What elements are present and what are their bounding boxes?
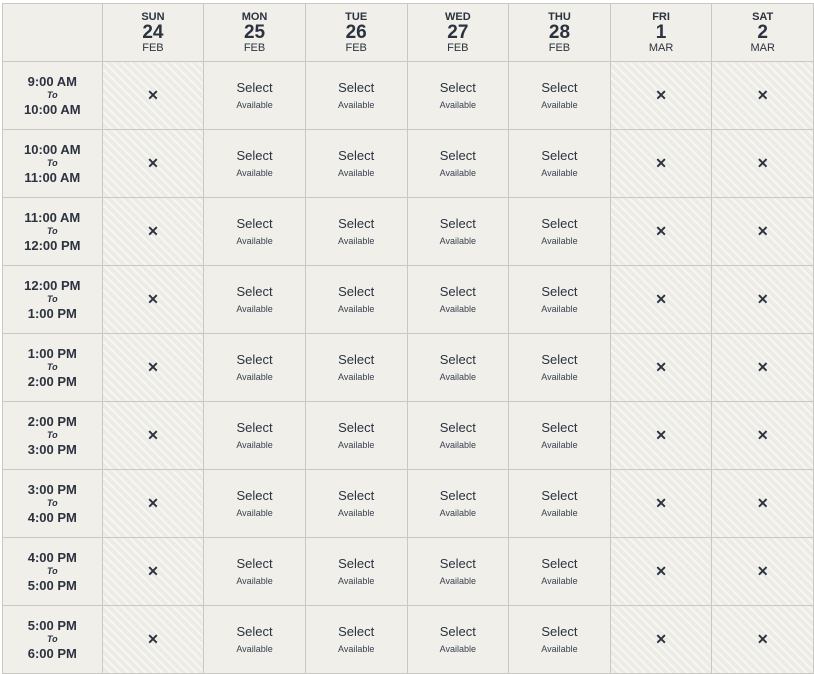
time-slot-row — [3, 606, 814, 674]
slot-select-button[interactable] — [305, 606, 407, 674]
slot-select-label: Select — [541, 487, 578, 503]
slot-status-label: Available — [541, 99, 578, 110]
time-start: 4:00 PM — [27, 550, 77, 565]
slot-select-button[interactable] — [509, 606, 611, 674]
day-name: TUE — [345, 10, 368, 23]
day-name: SAT — [752, 10, 774, 23]
time-range-cell — [3, 266, 103, 334]
slot-unavailable-cell — [102, 538, 204, 606]
day-header-6 — [712, 4, 814, 62]
slot-select-button[interactable] — [204, 470, 306, 538]
slot-unavailable-cell — [712, 62, 814, 130]
slot-unavailable-cell — [102, 606, 204, 674]
slot-unavailable-cell — [712, 130, 814, 198]
slot-status-label: Available — [541, 575, 578, 586]
day-month: FEB — [548, 41, 571, 54]
time-end: 3:00 PM — [27, 442, 77, 457]
slot-unavailable-cell — [712, 538, 814, 606]
slot-select-label: Select — [439, 351, 476, 367]
slot-unavailable-cell — [102, 470, 204, 538]
slot-unavailable-cell — [102, 402, 204, 470]
slot-select-label: Select — [439, 623, 476, 639]
day-month: FEB — [345, 41, 367, 54]
slot-select-button[interactable] — [509, 334, 611, 402]
slot-select-label: Select — [236, 555, 273, 571]
slot-select-button[interactable] — [204, 130, 306, 198]
day-name: WED — [444, 10, 471, 23]
time-to-label: To — [46, 634, 58, 644]
slot-select-label: Select — [338, 487, 375, 503]
slot-select-label: Select — [338, 351, 375, 367]
day-number: 2 — [757, 21, 768, 43]
day-number: 26 — [345, 21, 367, 43]
day-header-2 — [305, 4, 407, 62]
close-icon: ✕ — [147, 86, 159, 103]
slot-status-label: Available — [439, 507, 476, 518]
time-start: 2:00 PM — [27, 414, 77, 429]
close-icon: ✕ — [655, 222, 667, 239]
time-end: 10:00 AM — [24, 102, 81, 117]
slot-select-button[interactable] — [305, 470, 407, 538]
time-end: 4:00 PM — [27, 510, 77, 525]
slot-select-label: Select — [236, 623, 273, 639]
slot-select-button[interactable] — [509, 538, 611, 606]
slot-select-button[interactable] — [305, 266, 407, 334]
slot-status-label: Available — [236, 99, 273, 110]
slot-unavailable-cell — [712, 470, 814, 538]
close-icon: ✕ — [655, 154, 667, 171]
time-start: 5:00 PM — [27, 618, 77, 633]
slot-select-label: Select — [338, 215, 375, 231]
time-to-label: To — [46, 90, 58, 100]
slot-select-button[interactable] — [407, 538, 509, 606]
day-header-row — [3, 4, 814, 62]
corner-header-cell — [3, 4, 103, 62]
time-end: 12:00 PM — [24, 238, 81, 253]
slot-status-label: Available — [337, 507, 375, 518]
slot-select-button[interactable] — [305, 402, 407, 470]
slot-select-label: Select — [338, 555, 375, 571]
slot-unavailable-cell — [610, 538, 712, 606]
slot-status-label: Available — [337, 167, 375, 178]
close-icon: ✕ — [147, 222, 159, 239]
time-slot-row — [3, 266, 814, 334]
time-range-cell — [3, 198, 103, 266]
slot-status-label: Available — [236, 575, 273, 586]
slot-select-button[interactable] — [407, 334, 509, 402]
slot-unavailable-cell — [610, 198, 712, 266]
close-icon: ✕ — [756, 426, 769, 443]
time-start: 11:00 AM — [24, 210, 81, 225]
day-number: 27 — [447, 21, 469, 43]
slot-unavailable-cell — [102, 198, 204, 266]
close-icon: ✕ — [147, 630, 159, 647]
slot-select-label: Select — [338, 623, 375, 639]
slot-select-button[interactable] — [305, 130, 407, 198]
slot-select-button[interactable] — [407, 470, 509, 538]
close-icon: ✕ — [147, 562, 159, 579]
time-to-label: To — [46, 158, 58, 168]
day-number: 1 — [655, 21, 667, 43]
close-icon: ✕ — [655, 86, 667, 103]
day-header-4 — [509, 4, 611, 62]
close-icon: ✕ — [655, 358, 667, 375]
slot-status-label: Available — [541, 439, 578, 450]
slot-status-label: Available — [439, 643, 476, 654]
slot-select-label: Select — [439, 215, 476, 231]
time-end: 6:00 PM — [27, 646, 77, 661]
close-icon: ✕ — [756, 358, 769, 375]
close-icon: ✕ — [147, 494, 159, 511]
slot-select-label: Select — [236, 147, 273, 163]
slot-status-label: Available — [236, 235, 273, 246]
slot-unavailable-cell — [610, 334, 712, 402]
slot-status-label: Available — [439, 303, 476, 314]
time-start: 9:00 AM — [27, 74, 77, 89]
slot-status-label: Available — [337, 643, 375, 654]
slot-select-button[interactable] — [509, 130, 611, 198]
time-start: 10:00 AM — [24, 142, 81, 157]
slot-unavailable-cell — [712, 266, 814, 334]
slot-select-button[interactable] — [204, 402, 306, 470]
slot-unavailable-cell — [102, 62, 204, 130]
time-to-label: To — [46, 226, 58, 236]
day-name: THU — [548, 10, 571, 23]
close-icon: ✕ — [756, 290, 769, 307]
slot-status-label: Available — [337, 371, 375, 382]
day-month: FEB — [142, 41, 164, 54]
slot-select-button[interactable] — [204, 62, 306, 130]
slot-select-label: Select — [338, 283, 375, 299]
day-header-5 — [610, 4, 712, 62]
slot-status-label: Available — [236, 371, 273, 382]
slot-select-label: Select — [541, 623, 578, 639]
slot-select-label: Select — [541, 283, 578, 299]
time-to-label: To — [46, 294, 58, 304]
slot-status-label: Available — [541, 167, 578, 178]
close-icon: ✕ — [756, 630, 769, 647]
time-range-cell — [3, 130, 103, 198]
time-end: 2:00 PM — [27, 374, 77, 389]
slot-select-button[interactable] — [204, 606, 306, 674]
time-end: 1:00 PM — [27, 306, 77, 321]
slot-unavailable-cell — [102, 334, 204, 402]
slot-unavailable-cell — [102, 266, 204, 334]
slot-select-label: Select — [338, 79, 375, 95]
time-slot-rows — [3, 62, 814, 674]
appointment-schedule-grid — [2, 3, 814, 674]
time-slot-row — [3, 402, 814, 470]
day-name: FRI — [652, 10, 670, 23]
slot-status-label: Available — [439, 371, 476, 382]
time-end: 5:00 PM — [27, 578, 77, 593]
slot-select-button[interactable] — [509, 198, 611, 266]
slot-select-button[interactable] — [305, 334, 407, 402]
day-header-3 — [407, 4, 509, 62]
slot-status-label: Available — [337, 303, 375, 314]
slot-status-label: Available — [439, 575, 476, 586]
slot-unavailable-cell — [610, 470, 712, 538]
time-range-cell — [3, 334, 103, 402]
slot-select-button[interactable] — [509, 266, 611, 334]
day-number: 25 — [243, 21, 266, 43]
day-name: MON — [241, 10, 268, 23]
slot-unavailable-cell — [712, 334, 814, 402]
slot-select-label: Select — [236, 487, 273, 503]
close-icon: ✕ — [655, 494, 667, 511]
slot-status-label: Available — [337, 439, 375, 450]
slot-status-label: Available — [541, 235, 578, 246]
time-to-label: To — [46, 498, 58, 508]
day-month: FEB — [243, 41, 266, 54]
slot-select-button[interactable] — [204, 198, 306, 266]
slot-select-label: Select — [236, 283, 273, 299]
slot-select-button[interactable] — [509, 470, 611, 538]
slot-unavailable-cell — [610, 402, 712, 470]
slot-status-label: Available — [236, 643, 273, 654]
close-icon: ✕ — [756, 86, 769, 103]
slot-select-label: Select — [338, 147, 375, 163]
slot-status-label: Available — [439, 235, 476, 246]
day-number: 24 — [142, 21, 164, 43]
slot-status-label: Available — [236, 439, 273, 450]
slot-select-label: Select — [439, 555, 476, 571]
slot-status-label: Available — [439, 439, 476, 450]
slot-unavailable-cell — [712, 402, 814, 470]
time-to-label: To — [46, 430, 58, 440]
time-slot-row — [3, 130, 814, 198]
day-header-0 — [102, 4, 204, 62]
close-icon: ✕ — [756, 222, 769, 239]
slot-select-label: Select — [541, 147, 578, 163]
close-icon: ✕ — [756, 154, 769, 171]
slot-status-label: Available — [541, 371, 578, 382]
close-icon: ✕ — [655, 562, 667, 579]
slot-select-label: Select — [541, 555, 578, 571]
time-slot-row — [3, 538, 814, 606]
slot-select-label: Select — [236, 79, 273, 95]
slot-select-button[interactable] — [407, 130, 509, 198]
slot-unavailable-cell — [610, 266, 712, 334]
slot-status-label: Available — [541, 507, 578, 518]
time-range-cell — [3, 606, 103, 674]
close-icon: ✕ — [147, 290, 159, 307]
close-icon: ✕ — [147, 154, 159, 171]
slot-status-label: Available — [236, 167, 273, 178]
slot-select-label: Select — [541, 419, 578, 435]
slot-select-button[interactable] — [407, 62, 509, 130]
slot-unavailable-cell — [102, 130, 204, 198]
time-start: 1:00 PM — [27, 346, 77, 361]
slot-select-button[interactable] — [509, 62, 611, 130]
time-range-cell — [3, 538, 103, 606]
day-month: FEB — [447, 41, 469, 54]
day-month: MAR — [750, 41, 775, 54]
slot-unavailable-cell — [610, 606, 712, 674]
slot-unavailable-cell — [712, 198, 814, 266]
close-icon: ✕ — [147, 426, 159, 443]
close-icon: ✕ — [147, 358, 159, 375]
slot-select-label: Select — [439, 147, 476, 163]
slot-select-button[interactable] — [407, 606, 509, 674]
time-slot-row — [3, 198, 814, 266]
slot-select-button[interactable] — [407, 402, 509, 470]
slot-unavailable-cell — [712, 606, 814, 674]
close-icon: ✕ — [756, 494, 769, 511]
time-slot-row — [3, 334, 814, 402]
slot-select-label: Select — [439, 487, 476, 503]
close-icon: ✕ — [756, 562, 769, 579]
slot-unavailable-cell — [610, 62, 712, 130]
slot-status-label: Available — [337, 575, 375, 586]
slot-select-button[interactable] — [204, 334, 306, 402]
slot-select-label: Select — [541, 79, 578, 95]
day-month: MAR — [648, 41, 674, 54]
slot-select-label: Select — [439, 79, 476, 95]
slot-select-label: Select — [541, 351, 578, 367]
time-slot-row — [3, 62, 814, 130]
slot-unavailable-cell — [610, 130, 712, 198]
slot-select-button[interactable] — [305, 198, 407, 266]
slot-select-label: Select — [338, 419, 375, 435]
slot-select-label: Select — [439, 419, 476, 435]
slot-status-label: Available — [541, 303, 578, 314]
slot-status-label: Available — [236, 507, 273, 518]
close-icon: ✕ — [655, 426, 667, 443]
slot-status-label: Available — [337, 99, 375, 110]
slot-select-label: Select — [541, 215, 578, 231]
slot-select-label: Select — [439, 283, 476, 299]
slot-select-label: Select — [236, 419, 273, 435]
slot-select-button[interactable] — [305, 62, 407, 130]
slot-select-button[interactable] — [204, 538, 306, 606]
time-range-cell — [3, 470, 103, 538]
slot-status-label: Available — [337, 235, 375, 246]
slot-select-label: Select — [236, 351, 273, 367]
time-range-cell — [3, 402, 103, 470]
day-name: SUN — [141, 10, 165, 23]
time-to-label: To — [46, 566, 58, 576]
time-end: 11:00 AM — [24, 170, 81, 185]
time-start: 12:00 PM — [24, 278, 81, 293]
slot-status-label: Available — [541, 643, 578, 654]
time-to-label: To — [46, 362, 58, 372]
close-icon: ✕ — [655, 630, 667, 647]
slot-select-button[interactable] — [407, 266, 509, 334]
slot-select-button[interactable] — [305, 538, 407, 606]
slot-select-button[interactable] — [204, 266, 306, 334]
slot-select-button[interactable] — [407, 198, 509, 266]
time-range-cell — [3, 62, 103, 130]
slot-select-label: Select — [236, 215, 273, 231]
day-number: 28 — [548, 21, 571, 43]
time-start: 3:00 PM — [27, 482, 77, 497]
day-header-1 — [204, 4, 306, 62]
slot-select-button[interactable] — [509, 402, 611, 470]
slot-status-label: Available — [236, 303, 273, 314]
time-slot-row — [3, 470, 814, 538]
close-icon: ✕ — [655, 290, 667, 307]
slot-status-label: Available — [439, 99, 476, 110]
slot-status-label: Available — [439, 167, 476, 178]
